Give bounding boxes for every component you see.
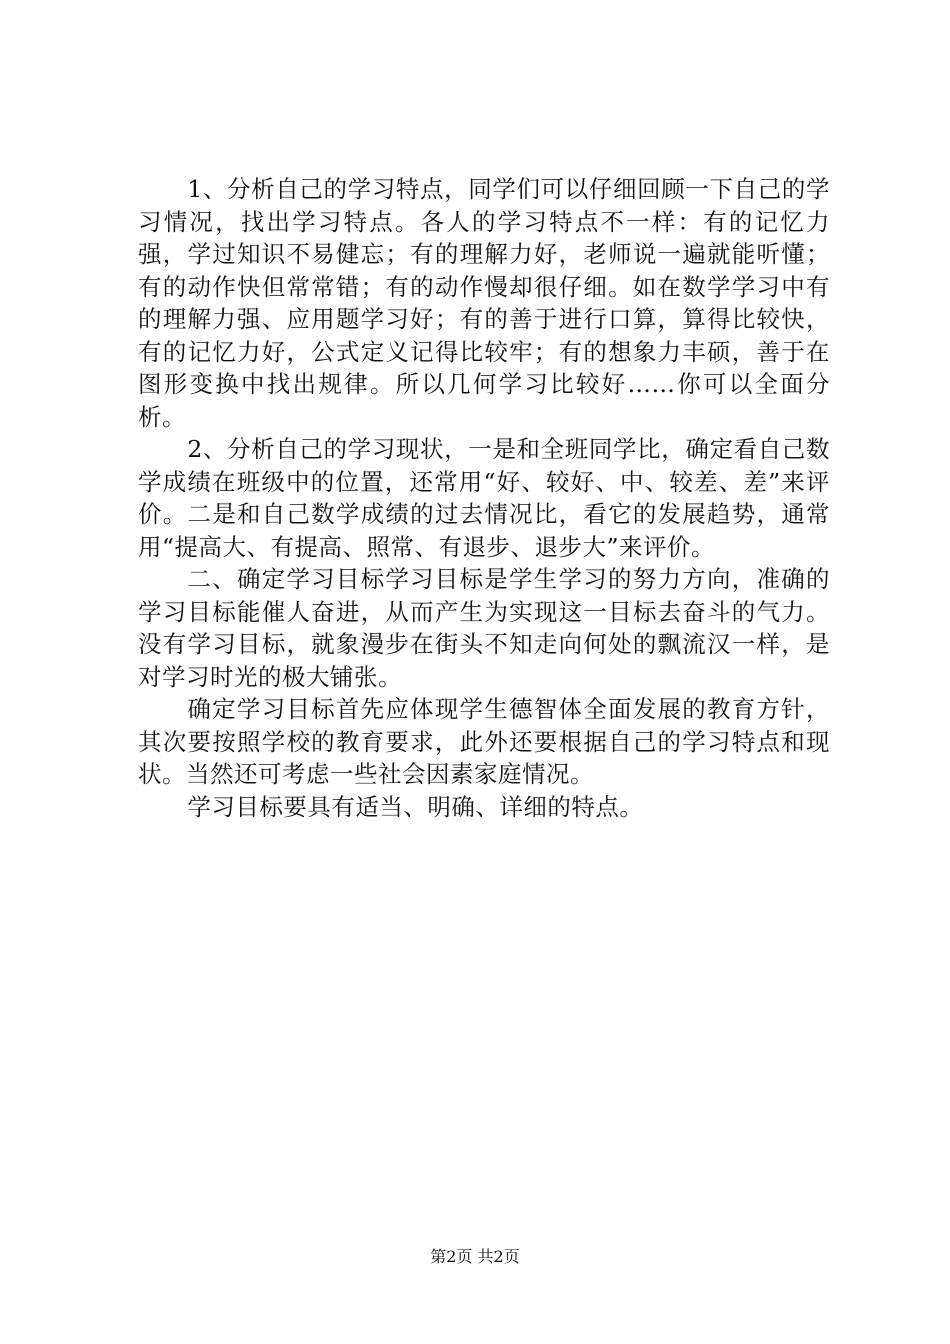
page-footer: 第2页 共2页 [430, 1247, 520, 1266]
paragraph-goal-traits: 学习目标要具有适当、明确、详细的特点。 [187, 792, 644, 821]
document-body [138, 173, 830, 823]
paragraph-set-goals: 二、确定学习目标学习目标是学生学习的努力方向，准确的学习目标能催人奋进，从而产生为实现这一目标去奋斗的气力。没有学习目标，就象漫步在街头不知走向何处的飘流汉一样，是对学习时光的极大铺张。 [138, 565, 830, 691]
paragraph-goal-basis: 确定学习目标首先应体现学生德智体全面发展的教育方针，其次要按照学校的教育要求，此外还要根据自己的学习特点和现状。当然还可考虑一些社会因素家庭情况。 [138, 695, 830, 788]
paragraph-learning-traits: 1、分析自己的学习特点，同学们可以仔细回顾一下自己的学习情况，找出学习特点。各人的学习特点不一样：有的记忆力强，学过知识不易健忘；有的理解力好，老师说一遍就能听懂；有的动作快但常常错；有的动作慢却很仔细。如在数学学习中有的理解力强、应用题学习好；有的善于进行口算，算得比较快，有的记忆力好，公式定义记得比较牢；有的想象力丰硕，善于在图形变换中找出规律。所以几何学习比较好……你可以全面分析。 [138, 175, 830, 431]
paragraph-learning-status: 2、分析自己的学习现状，一是和全班同学比，确定看自己数学成绩在班级中的位置，还常用“好、较好、中、较差、差”来评价。二是和自己数学成绩的过去情况比，看它的发展趋势，通常用“提高大、有提高、照常、有退步、退步大”来评价。 [138, 435, 830, 561]
